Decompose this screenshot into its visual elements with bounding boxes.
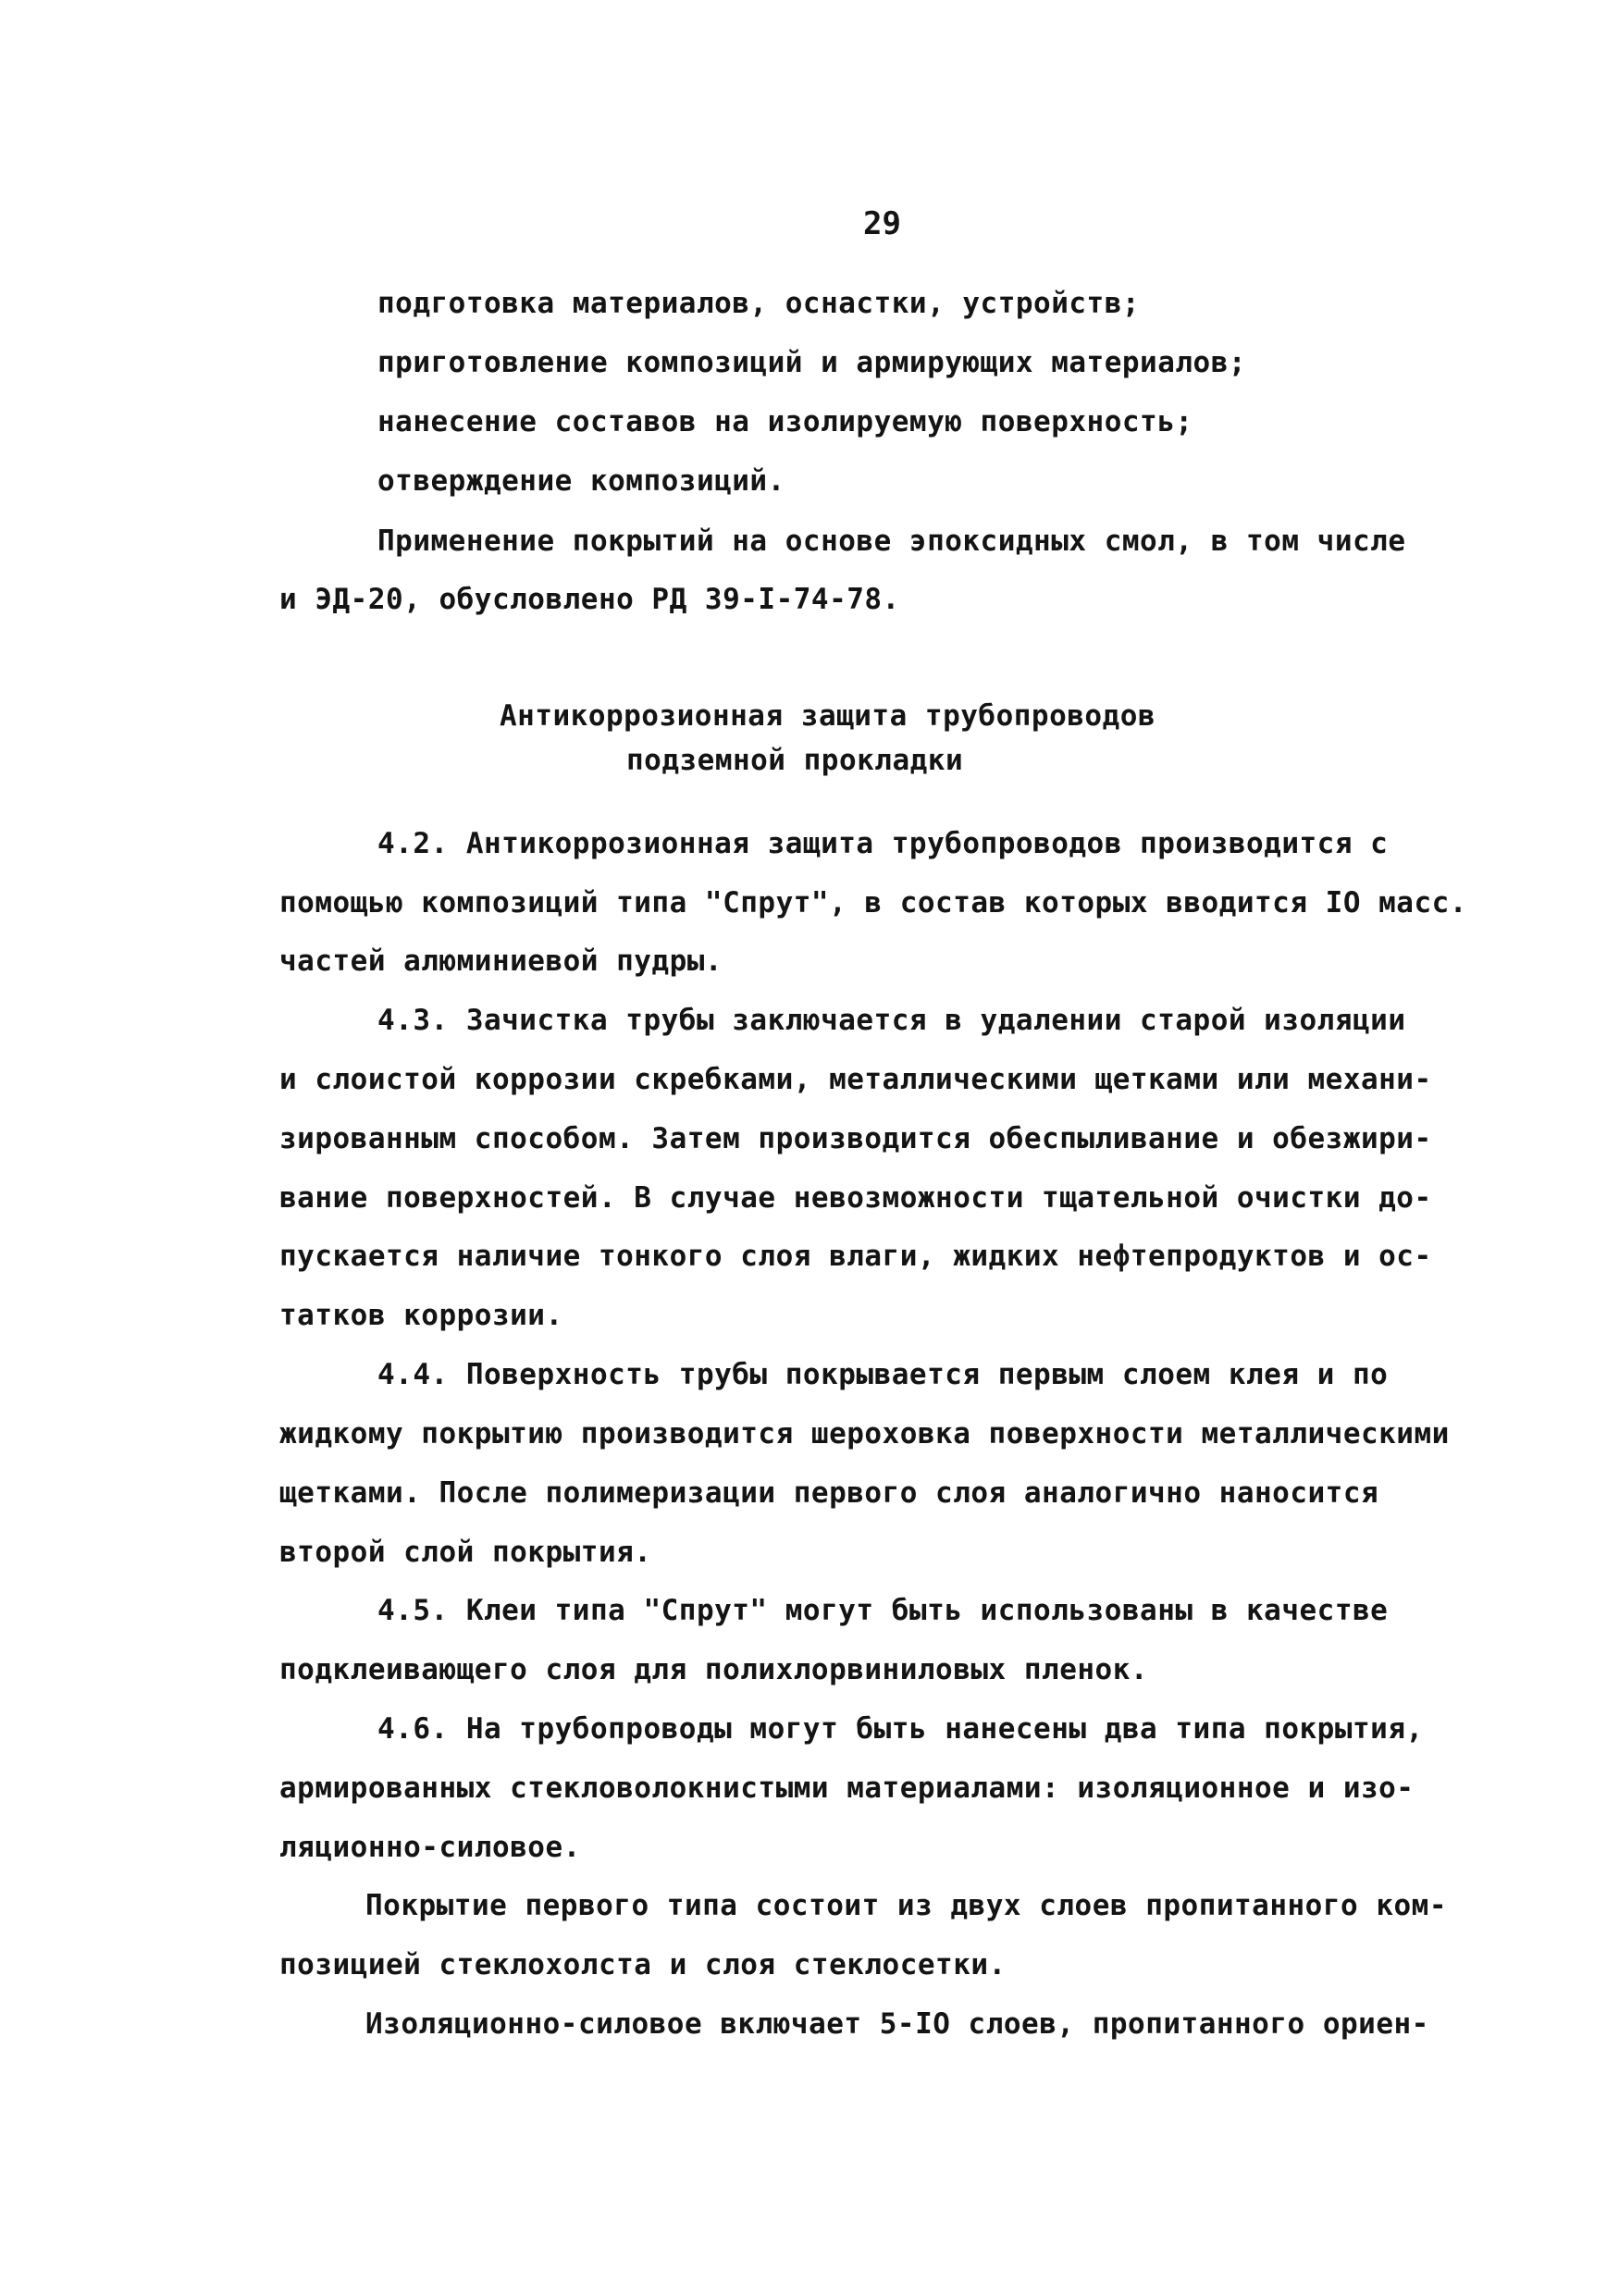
- paragraph-line: и слоистой коррозии скребками, металлическими щетками или механи-: [279, 1063, 1432, 1096]
- paragraph-line: и ЭД-20, обусловлено РД 39-I-74-78.: [279, 583, 900, 616]
- paragraph-line: Применение покрытий на основе эпоксидных смол, в том числе: [377, 525, 1406, 558]
- paragraph-line: 4.5. Клеи типа "Спрут" могут быть использованы в качестве: [377, 1594, 1389, 1627]
- paragraph-line: татков коррозии.: [279, 1299, 563, 1332]
- paragraph-line: 4.3. Зачистка трубы заключается в удалении старой изоляции: [377, 1004, 1406, 1037]
- paragraph-line: второй слой покрытия.: [279, 1536, 652, 1569]
- paragraph-line: зированным способом. Затем производится обеспыливание и обезжири-: [279, 1122, 1432, 1155]
- paragraph-line: 4.6. На трубопроводы могут быть нанесены два типа покрытия,: [377, 1712, 1424, 1746]
- paragraph-line: 4.4. Поверхность трубы покрывается первым слоем клея и по: [377, 1358, 1389, 1391]
- paragraph-line: Изоляционно-силовое включает 5-IO слоев, пропитанного ориен-: [365, 2007, 1429, 2041]
- paragraph-line: пускается наличие тонкого слоя влаги, жидких нефтепродуктов и ос-: [279, 1240, 1432, 1273]
- paragraph-line: 4.2. Антикоррозионная защита трубопроводов производится с: [377, 827, 1389, 860]
- heading-line: Антикоррозионная защита трубопроводов: [500, 699, 1156, 733]
- paragraph-line: ляционно-силовое.: [279, 1831, 581, 1864]
- list-item: подготовка материалов, оснастки, устройств;: [377, 287, 1141, 320]
- paragraph-line: позицией стеклохолста и слоя стеклосетки.: [279, 1948, 1007, 1981]
- paragraph-line: подклеивающего слоя для полихлорвиниловых пленок.: [279, 1653, 1149, 1686]
- paragraph-line: армированных стекловолокнистыми материалами: изоляционное и изо-: [279, 1771, 1415, 1805]
- paragraph-line: жидкому покрытию производится шероховка поверхности металлическими: [279, 1417, 1450, 1450]
- list-item: нанесение составов на изолируемую поверхность;: [377, 405, 1193, 438]
- paragraph-line: частей алюминиевой пудры.: [279, 944, 723, 978]
- paragraph-line: щетками. После полимеризации первого слоя аналогично наносится: [279, 1476, 1379, 1510]
- list-item: отверждение композиций.: [377, 464, 785, 498]
- page-number: 29: [863, 205, 901, 242]
- heading-line: подземной прокладки: [626, 744, 964, 777]
- paragraph-line: помощью композиций типа "Спрут", в состав которых вводится IO масс.: [279, 886, 1467, 920]
- paragraph-line: вание поверхностей. В случае невозможности тщательной очистки до-: [279, 1181, 1432, 1215]
- list-item: приготовление композиций и армирующих материалов;: [377, 346, 1247, 379]
- paragraph-line: Покрытие первого типа состоит из двух слоев пропитанного ком-: [365, 1889, 1447, 1922]
